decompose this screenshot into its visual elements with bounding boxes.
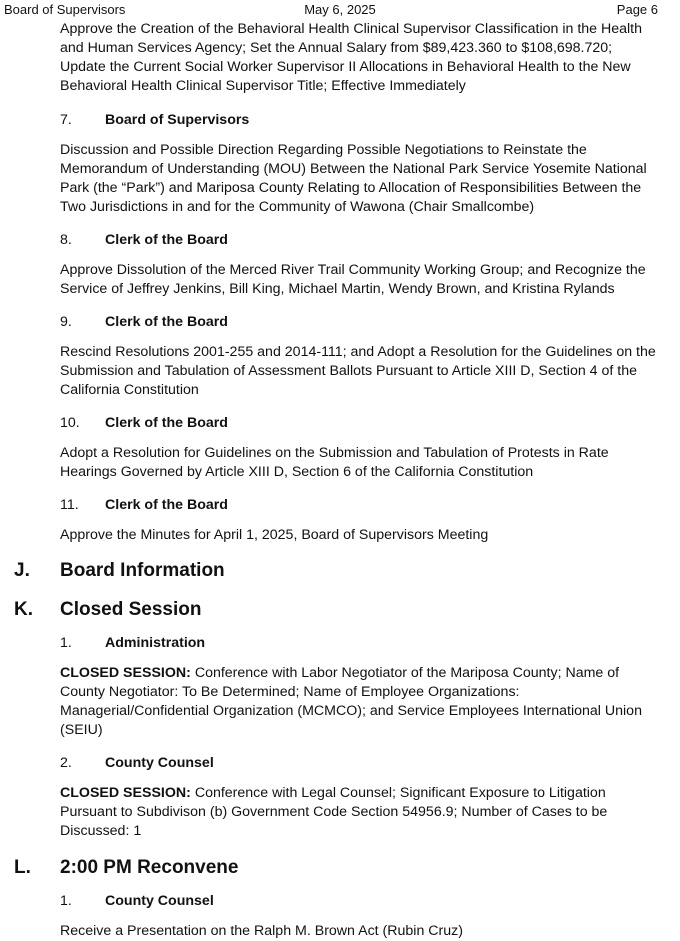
item-7-description: Discussion and Possible Direction Regarding Possible Negotiations to Reinstate the Memorandum of Understanding (MOU) Between the National Park Service Yosemite National Park (the “Park”) and Mariposa County Relating to Allocation of Responsibilities Between the Two Jurisdictions in and for the Community of Wawona (Chair Smallcombe) <box>60 142 647 215</box>
header-date: May 6, 2025 <box>304 2 376 17</box>
item-department: Board of Supervisors <box>105 112 250 128</box>
item-number: 11. <box>60 497 79 513</box>
item-number: 9. <box>60 314 72 330</box>
closed-item-text: Conference with Legal Counsel; Significant Exposure to Litigation Pursuant to Subdivison (b) Government Code Section 54956.9; Number of Cases to be Discussed: 1 <box>60 785 608 839</box>
page-header <box>0 2 680 20</box>
reconvene-item-1-heading <box>60 892 660 911</box>
item-number: 1. <box>60 893 72 909</box>
closed-item-1-description <box>60 664 660 740</box>
item-10-description: Adopt a Resolution for Guidelines on the Submission and Tabulation of Protests in Rate Hearings Governed by Article XIII D, Section 6 of the California Constitution <box>60 445 609 480</box>
item-10-heading <box>60 414 660 433</box>
item-7-heading <box>60 111 660 130</box>
item-8-heading <box>60 231 660 250</box>
section-title: Board Information <box>60 560 225 581</box>
item-number: 1. <box>60 635 72 651</box>
item-8-description: Approve Dissolution of the Merced River Trail Community Working Group; and Recognize the Service of Jeffrey Jenkins, Bill King, Michael Martin, Wendy Brown, and Kristina Rylands <box>60 262 646 297</box>
section-letter: K. <box>14 599 33 620</box>
item-department: Clerk of the Board <box>105 314 228 330</box>
item-department: Administration <box>105 635 206 651</box>
closed-item-2-heading <box>60 754 660 773</box>
closed-session-label: CLOSED SESSION: <box>60 785 191 801</box>
section-k-heading <box>14 598 660 622</box>
item-department: Clerk of the Board <box>105 497 228 513</box>
item-department: County Counsel <box>105 893 214 909</box>
closed-item-text: Conference with Labor Negotiator of the Mariposa County; Name of County Negotiator: To Be Determined; Name of Employee Organizations: Managerial/Confidential Organization (MCMCO); and Service Employees International Union (SEIU) <box>60 665 642 738</box>
agenda-content <box>14 20 660 941</box>
section-j-heading <box>14 559 660 583</box>
item-department: Clerk of the Board <box>105 232 228 248</box>
item-11-heading <box>60 496 660 515</box>
section-title: 2:00 PM Reconvene <box>60 857 239 878</box>
closed-item-2-description <box>60 784 660 841</box>
item-9-heading <box>60 313 660 332</box>
reconvene-item-1-description: Receive a Presentation on the Ralph M. Brown Act (Rubin Cruz) <box>60 923 463 939</box>
item-number: 8. <box>60 232 72 248</box>
item-9-description: Rescind Resolutions 2001-255 and 2014-111; and Adopt a Resolution for the Guidelines on the Submission and Tabulation of Assessment Ballots Pursuant to Article XIII D, Section 4 of the California Constitution <box>60 344 656 398</box>
item-department: Clerk of the Board <box>105 415 228 431</box>
header-page-number: Page 6 <box>616 2 658 17</box>
section-letter: L. <box>14 857 31 878</box>
section-title: Closed Session <box>60 599 202 620</box>
closed-session-label: CLOSED SESSION: <box>60 665 191 681</box>
item-number: 2. <box>60 755 72 771</box>
item-number: 10. <box>60 415 80 431</box>
item-department: County Counsel <box>105 755 214 771</box>
header-organization: Board of Supervisors <box>4 2 126 17</box>
item-number: 7. <box>60 112 72 128</box>
item-6-description: Approve the Creation of the Behavioral Health Clinical Supervisor Classification in the Health and Human Services Agency; Set the Annual Salary from $89,423.360 to $108,698.720; Update the Current Social Worker Supervisor II Allocations in Behavioral Health to the New Behavioral Health Clinical Supervisor Title; Effective Immediately <box>60 21 642 94</box>
closed-item-1-heading <box>60 634 660 653</box>
section-letter: J. <box>14 560 30 581</box>
item-11-description: Approve the Minutes for April 1, 2025, Board of Supervisors Meeting <box>60 527 489 543</box>
section-l-heading <box>14 856 660 880</box>
